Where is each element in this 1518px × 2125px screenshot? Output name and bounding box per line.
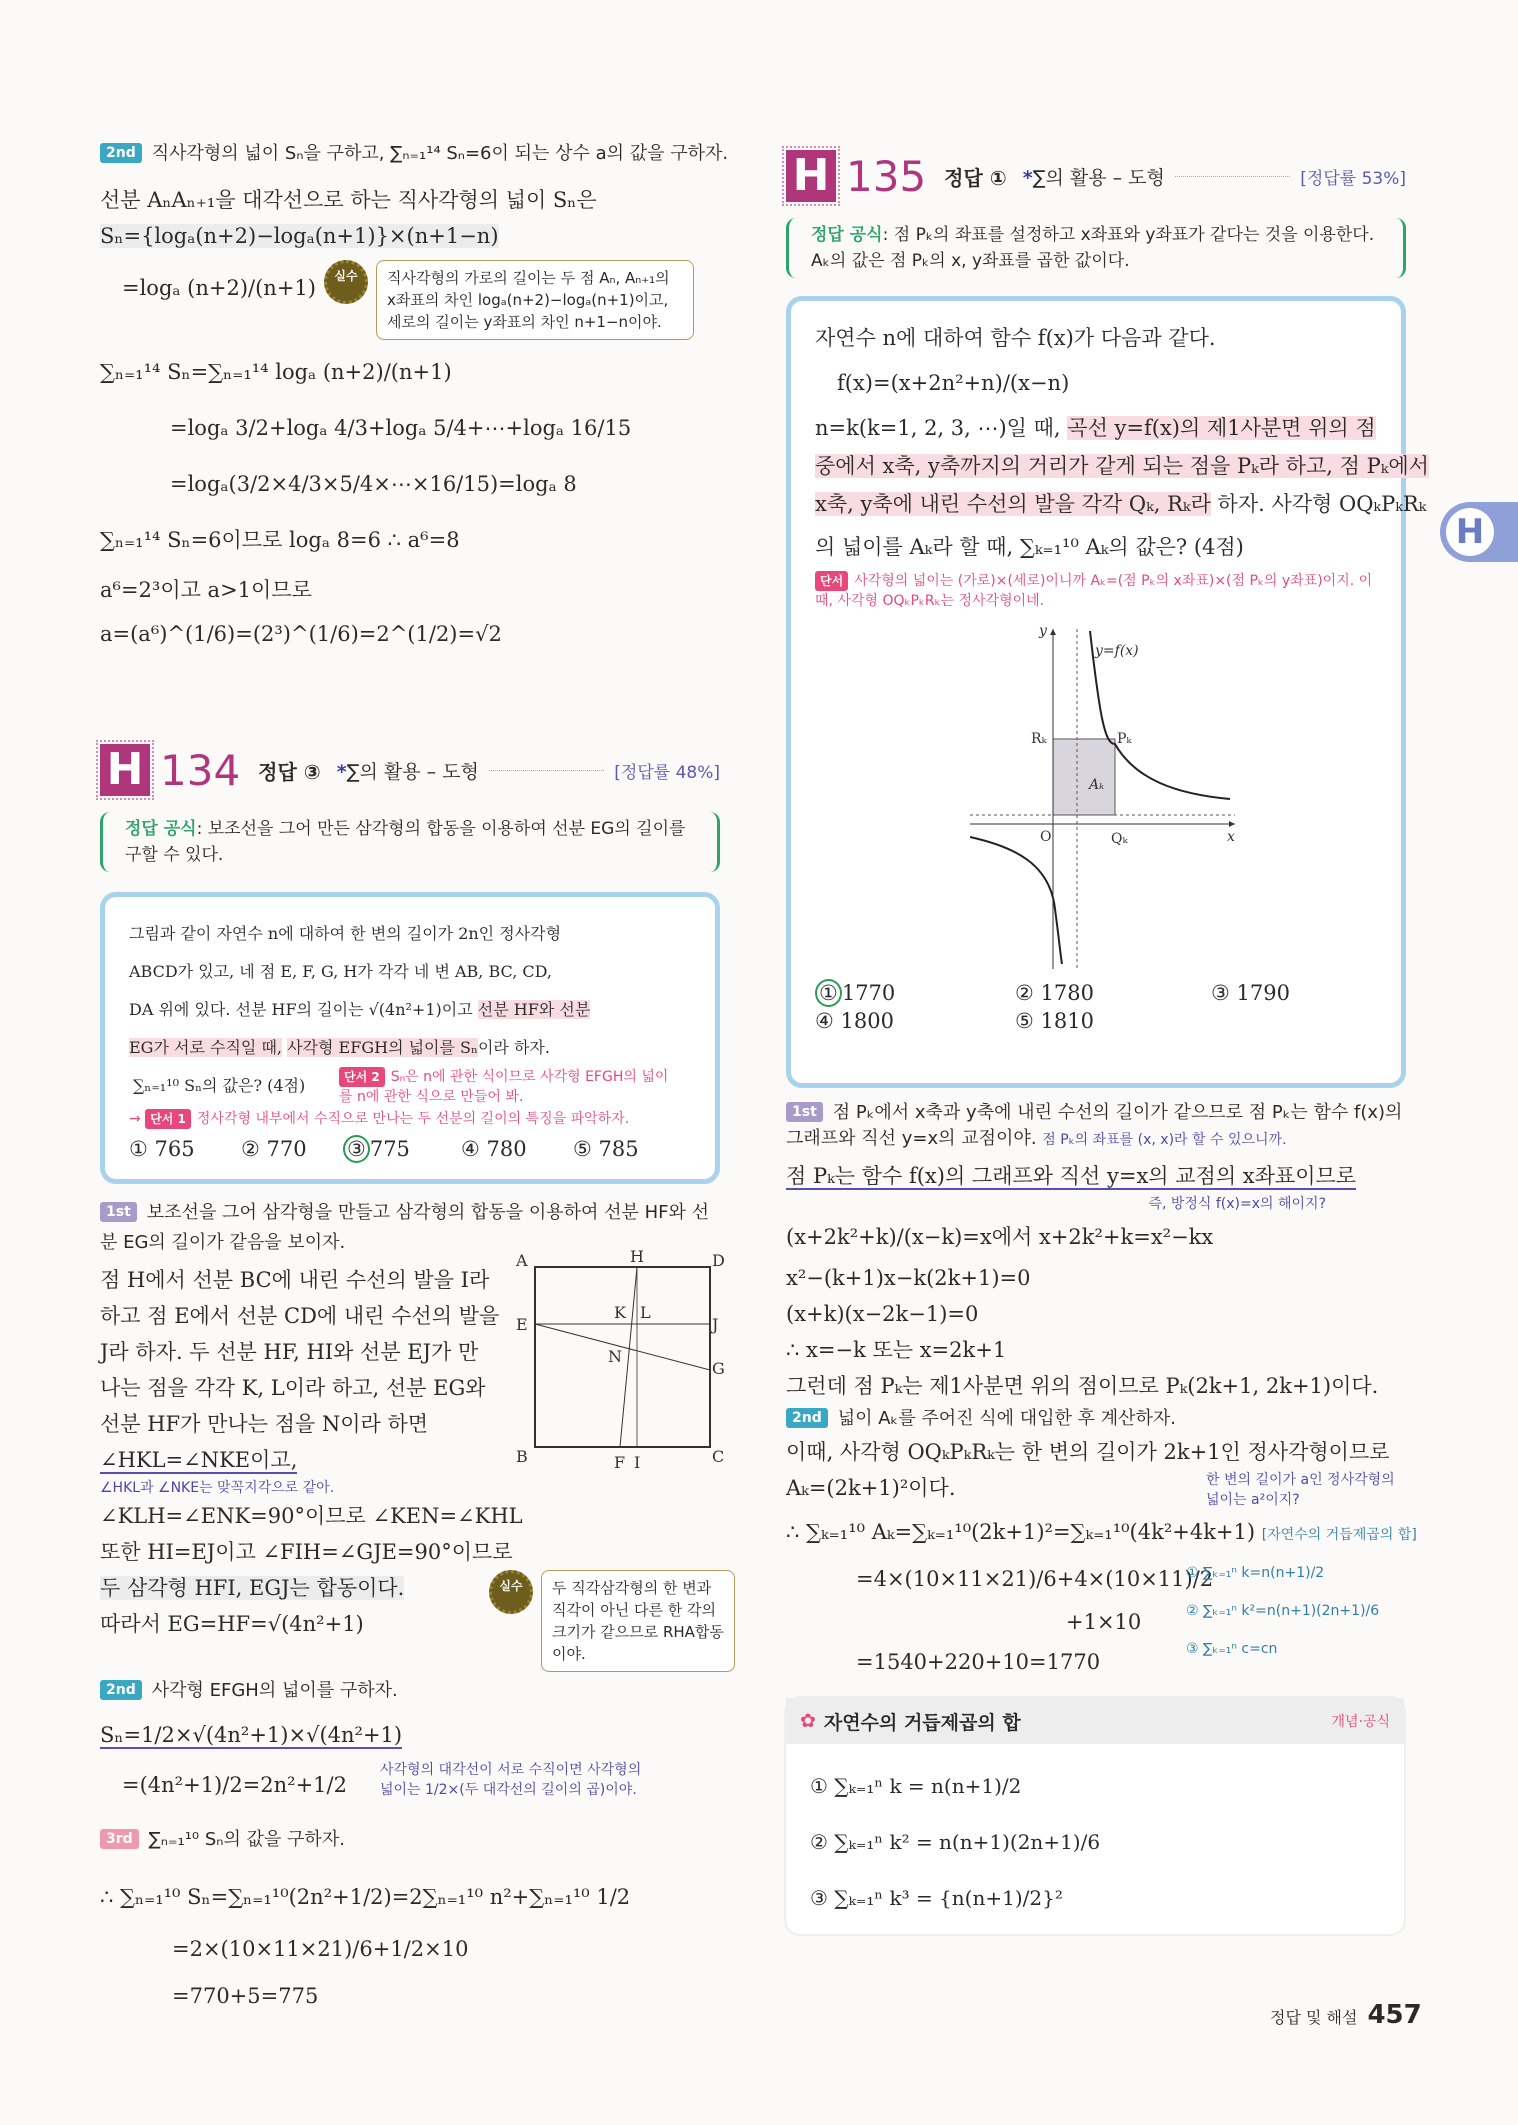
page-footer <box>1270 2000 1422 2030</box>
answer-formula <box>100 812 720 872</box>
solution-line: 이때, 사각형 OQₖPₖRₖ는 한 변의 길이가 2k+1인 정사각형이므로 <box>786 1440 1390 1464</box>
problem-header <box>786 148 1406 204</box>
solution-line: a=(a⁶)^(1/6)=(2³)^(1/6)=2^(1/2)=√2 <box>100 622 502 646</box>
formula-text: : 보조선을 그어 만든 삼각형의 합동을 이용하여 선분 EG의 길이를 구할 수 있다. <box>125 819 686 865</box>
hint-tag: 단서 <box>815 571 848 591</box>
label-ak: Aₖ <box>1089 777 1105 793</box>
star-icon: * <box>1022 166 1033 189</box>
solution-line: 따라서 EG=HF=√(4n²+1) <box>100 1612 364 1636</box>
problem-box: 그림과 같이 자연수 n에 대하여 한 변의 길이가 2n인 정사각형 ABCD가 있고, 네 점 E, F, G, H가 각각 네 변 AB, BC, CD, DA 위에 있다. 선분 HF의 길이는 √(4n²+1)이고 선분 HF와 선분 EG가 서로 수직일 때, 사각형 EFGH의 넓이를 Sₙ이라 하자. ∑ₙ₌₁¹⁰ Sₙ의 값은? (4점) 단서 2 Sₙ은 n에 관한 식이므로 사각형 EFGH의 넓이를 n에 관한 식으로 만들어 봐. → 단서 1 정사각형 내부에서 수직으로 만나는 두 선분의 길이의 특징을 파악하자. ① 765 ② 770 ③ 775 ④ 780 ⑤ 785 <box>100 892 720 1184</box>
choice-value: 1770 <box>841 981 896 1005</box>
solution-line: =1540+220+10=1770 <box>856 1650 1101 1674</box>
answer: 정답 ① <box>944 165 1007 190</box>
label-n: N <box>608 1347 622 1366</box>
choice-5[interactable]: ⑤ 785 <box>573 1137 639 1161</box>
side-title: [자연수의 거듭제곱의 합] <box>1261 1527 1417 1543</box>
solution-line: 점 H에서 선분 BC에 내린 수선의 발을 I라 <box>100 1268 490 1292</box>
side-formula: ① ∑ₖ₌₁ⁿ k=n(n+1)/2 <box>1186 1565 1325 1581</box>
section-side-tab[interactable] <box>1440 502 1518 562</box>
concept-formula: ③ ∑ₖ₌₁ⁿ k³ = {n(n+1)/2}² <box>810 1886 1063 1910</box>
question-line: DA 위에 있다. 선분 HF의 길이는 √(4n²+1)이고 <box>129 1000 478 1019</box>
choice-2[interactable]: ② 1780 <box>1015 981 1094 1005</box>
tip-box: 두 직각삼각형의 한 변과 직각이 아닌 다른 한 각의 크기가 같으므로 RHA합동이야. <box>541 1570 735 1672</box>
concept-formula: ① ∑ₖ₌₁ⁿ k = n(n+1)/2 <box>810 1774 1022 1798</box>
solution-line: ∠KLH=∠ENK=90°이므로 ∠KEN=∠KHL <box>100 1504 523 1528</box>
label-i: I <box>634 1453 641 1472</box>
solution-line: J라 하자. 두 선분 HF, HI와 선분 EJ가 만 <box>100 1340 479 1364</box>
step-badge: 3rd <box>100 1829 139 1849</box>
solution-line: ∴ ∑ₖ₌₁¹⁰ Aₖ=∑ₖ₌₁¹⁰(2k+1)²=∑ₖ₌₁¹⁰(4k²+4k+1) <box>786 1520 1256 1544</box>
leader-dots <box>1175 176 1290 177</box>
solution-line: =770+5=775 <box>172 1984 319 2008</box>
solution-line: =2×(10×11×21)/6+1/2×10 <box>172 1937 469 1961</box>
selected-answer-mark: ③ <box>343 1135 370 1163</box>
question-line: 자연수 n에 대하여 함수 f(x)가 다음과 같다. <box>815 326 1216 350</box>
question-line: ABCD가 있고, 네 점 E, F, G, H가 각각 네 변 AB, BC, CD, <box>129 962 552 981</box>
selected-answer-mark: ① <box>815 979 842 1007</box>
coordinate-note: 점 Pₖ의 좌표를 (x, x)라 할 수 있으니까. <box>1042 1132 1287 1148</box>
step-badge: 2nd <box>100 143 142 163</box>
highlight: 중에서 x축, y축까지의 거리가 같게 되는 점을 Pₖ라 하고, 점 Pₖ에서 <box>815 454 1429 478</box>
tip-box: 직사각형의 가로의 길이는 두 점 Aₙ, Aₙ₊₁의 x좌표의 차인 logₐ(n+2)−logₐ(n+1)이고, 세로의 길이는 y좌표의 차인 n+1−n이야. <box>376 260 694 340</box>
segment-hf <box>620 1267 637 1447</box>
highlight: x축, y축에 내린 수선의 발을 각각 Qₖ, Rₖ라 <box>815 492 1211 516</box>
side-formula: ③ ∑ₖ₌₁ⁿ c=cn <box>1186 1641 1278 1657</box>
solution-line: Sₙ={logₐ(n+2)−logₐ(n+1)}×(n+1−n) <box>100 224 499 248</box>
choice-3[interactable] <box>343 1137 461 1161</box>
question-line: 그림과 같이 자연수 n에 대하여 한 변의 길이가 2n인 정사각형 <box>129 924 562 943</box>
correct-rate: [정답률 53%] <box>1300 168 1406 189</box>
solution-line: =(4n²+1)/2=2n²+1/2 <box>122 1773 347 1797</box>
step-badge: 1st <box>786 1102 823 1122</box>
topic: ∑의 활용 – 도형 <box>1032 166 1165 189</box>
choice-1[interactable] <box>815 981 1015 1005</box>
problem-135 <box>786 148 1429 1684</box>
question-line: n=k(k=1, 2, 3, ⋯)일 때, <box>815 416 1068 440</box>
y-axis-label: y <box>1039 623 1047 639</box>
label-d: D <box>712 1251 725 1270</box>
solution-line: ∑ₙ₌₁¹⁴ Sₙ=6이므로 logₐ 8=6 ∴ a⁶=8 <box>100 528 460 552</box>
solution-line: Aₖ=(2k+1)²이다. <box>786 1476 956 1500</box>
label-rk: Rₖ <box>1031 731 1047 747</box>
concept-formula: ② ∑ₖ₌₁ⁿ k² = n(n+1)(2n+1)/6 <box>810 1830 1101 1854</box>
solution-line: 두 삼각형 HFI, EGJ는 합동이다. <box>100 1576 405 1600</box>
solution-line: a⁶=2³이고 a>1이므로 <box>100 578 312 602</box>
square-note: 한 변의 길이가 a인 정사각형의 넓이는 a²이지? <box>1206 1472 1395 1508</box>
solution-line: 나는 점을 각각 K, L이라 하고, 선분 EG와 <box>100 1376 486 1400</box>
segment-eg <box>535 1324 710 1370</box>
formula-label: 정답 공식 <box>811 225 883 245</box>
label-c: C <box>712 1447 725 1466</box>
function-definition: f(x)=(x+2n²+n)/(x−n) <box>837 371 1070 395</box>
step-text: 사각형 EFGH의 넓이를 구하자. <box>151 1680 398 1701</box>
solution-line: 선분 AₙAₙ₊₁을 대각선으로 하는 직사각형의 넓이 Sₙ은 <box>100 188 597 212</box>
solution-line: =logₐ (n+2)/(n+1) <box>122 276 316 300</box>
choice-4[interactable]: ④ 1800 <box>815 1009 894 1033</box>
step-text: ∑ₙ₌₁¹⁰ Sₙ의 값을 구하자. <box>148 1829 345 1850</box>
step-text: 보조선을 그어 삼각형을 만들고 삼각형의 합동을 이용하여 선분 HF와 선분 EG의 길이가 같음을 보이자. <box>100 1202 710 1253</box>
solution-line: ∴ ∑ₙ₌₁¹⁰ Sₙ=∑ₙ₌₁¹⁰(2n²+1/2)=2∑ₙ₌₁¹⁰ n²+∑ₙ₌₁¹⁰ 1/2 <box>100 1885 631 1909</box>
problem-number: 135 <box>846 151 927 201</box>
highlight: 선분 HF와 선분 <box>477 1000 591 1019</box>
solution-line: +1×10 <box>1066 1610 1142 1634</box>
label-e: E <box>516 1315 528 1334</box>
solution-line: (x+k)(x−2k−1)=0 <box>786 1302 979 1326</box>
solution-line: 선분 HF가 만나는 점을 N이라 하면 <box>100 1412 429 1436</box>
highlight: 곡선 y=f(x)의 제1사분면 위의 점 <box>1067 416 1376 440</box>
hint-text: 정사각형 내부에서 수직으로 만나는 두 선분의 길이의 특징을 파악하자. <box>196 1111 630 1127</box>
page-number: 457 <box>1367 2000 1422 2030</box>
concept-title: 자연수의 거듭제곱의 합 <box>823 1711 1021 1734</box>
concept-box <box>786 1698 1404 1934</box>
concept-tag: 개념·공식 <box>1331 1714 1390 1730</box>
label-l: L <box>640 1303 651 1322</box>
solution-line: 하고 점 E에서 선분 CD에 내린 수선의 발을 <box>100 1304 500 1328</box>
label-j: J <box>712 1315 719 1334</box>
step-badge: 2nd <box>786 1408 828 1428</box>
correct-rate: [정답률 48%] <box>614 762 720 783</box>
solution-line: ∑ₙ₌₁¹⁴ Sₙ=∑ₙ₌₁¹⁴ logₐ (n+2)/(n+1) <box>100 360 452 384</box>
highlight: 사각형 EFGH의 넓이를 Sₙ <box>287 1038 478 1057</box>
label-origin: O <box>1040 829 1052 845</box>
choice-5[interactable]: ⑤ 1810 <box>1015 1009 1094 1033</box>
problem-header <box>100 742 720 798</box>
section-letter: H <box>100 744 150 796</box>
star-icon: * <box>336 760 347 783</box>
curve-label: y=f(x) <box>1095 643 1139 659</box>
square-figure <box>510 1247 725 1472</box>
choice-value: 775 <box>369 1137 410 1161</box>
problem-number: 134 <box>160 745 241 795</box>
solution-line: =logₐ(3/2×4/3×5/4×⋯×16/15)=logₐ 8 <box>170 472 577 496</box>
solution-line: x²−(k+1)x−k(2k+1)=0 <box>786 1266 1031 1290</box>
hint-text: 사각형의 넓이는 (가로)×(세로)이니까 Aₖ=(점 Pₖ의 x좌표)×(점 Pₖ의 y좌표)이지. 이때, 사각형 OQₖPₖRₖ는 정사각형이네. <box>815 573 1373 609</box>
label-qk: Qₖ <box>1111 831 1128 847</box>
label-h: H <box>630 1247 644 1266</box>
step-text: 넓이 Aₖ를 주어진 식에 대입한 후 계산하자. <box>837 1408 1176 1429</box>
question-line: 하자. 사각형 OQₖPₖRₖ <box>1210 492 1427 516</box>
question-line: 의 넓이를 Aₖ라 할 때, ∑ₖ₌₁¹⁰ Aₖ의 값은? (4점) <box>815 535 1244 559</box>
label-b: B <box>516 1447 528 1466</box>
formula-label: 정답 공식 <box>125 819 197 839</box>
label-pk: Pₖ <box>1117 731 1132 747</box>
answer: 정답 ③ <box>258 759 321 784</box>
label-g: G <box>712 1359 725 1378</box>
leader-dots <box>489 770 604 771</box>
choice-2[interactable]: ② 770 <box>241 1137 307 1161</box>
equation-note: 즉, 방정식 f(x)=x의 해이지? <box>1148 1196 1326 1212</box>
choice-1[interactable]: ① 765 <box>129 1137 195 1161</box>
step-badge: 1st <box>100 1202 137 1222</box>
solution-line: Sₙ=1/2×√(4n²+1)×√(4n²+1) <box>100 1723 403 1747</box>
label-f: F <box>614 1453 626 1472</box>
square-ak <box>1053 739 1115 815</box>
left-top-solution <box>100 136 729 656</box>
solution-line: =4×(10×11×21)/6+4×(10×11)/2 <box>856 1567 1214 1591</box>
angle-note: ∠HKL과 ∠NKE는 맞꼭지각으로 같아. <box>100 1480 335 1496</box>
question-line: ∑ₙ₌₁¹⁰ Sₙ의 값은? (4점) <box>133 1076 306 1095</box>
topic: ∑의 활용 – 도형 <box>346 760 479 783</box>
answer-formula <box>786 218 1406 278</box>
problem-box <box>786 296 1429 1088</box>
choice-3[interactable]: ③ 1790 <box>1211 981 1290 1005</box>
x-axis-label: x <box>1227 829 1235 845</box>
step-text: 직사각형의 넓이 Sₙ을 구하고, ∑ₙ₌₁¹⁴ Sₙ=6이 되는 상수 a의 값을 구하자. <box>151 143 729 164</box>
side-formula: ② ∑ₖ₌₁ⁿ k²=n(n+1)(2n+1)/6 <box>1186 1603 1380 1619</box>
label-a: A <box>516 1251 528 1270</box>
side-tab-letter: H <box>1446 508 1494 556</box>
mistake-seal-icon: 실수 <box>324 260 368 304</box>
solution-line: ∴ x=−k 또는 x=2k+1 <box>786 1338 1007 1362</box>
hint-tag: 단서 2 <box>339 1067 385 1087</box>
solution-line: 점 Pₖ는 함수 f(x)의 그래프와 직선 y=x의 교점의 x좌표이므로 <box>786 1164 1357 1188</box>
hint-tag: 단서 1 <box>145 1109 191 1129</box>
problem-134 <box>100 742 725 2018</box>
diagonal-note: 사각형의 대각선이 서로 수직이면 사각형의 넓이는 1/2×(두 대각선의 길이의 곱)이야. <box>380 1762 642 1798</box>
question-line: 이라 하자. <box>477 1038 550 1057</box>
mistake-seal-icon: 실수 <box>489 1570 533 1614</box>
step-badge: 2nd <box>100 1680 142 1700</box>
step-text: 점 Pₖ에서 x축과 y축에 내린 수선의 길이가 같으므로 점 Pₖ는 함수 f(x)의 그래프와 직선 y=x의 교점이야. <box>786 1102 1403 1149</box>
solution-line: 그런데 점 Pₖ는 제1사분면 위의 점이므로 Pₖ(2k+1, 2k+1)이다. <box>786 1374 1379 1398</box>
solution-line: (x+2k²+k)/(x−k)=x에서 x+2k²+k=x²−kx <box>786 1225 1214 1249</box>
solution-line: =logₐ 3/2+logₐ 4/3+logₐ 5/4+⋯+logₐ 16/15 <box>170 416 632 440</box>
curve-left-branch <box>970 837 1062 964</box>
highlight: EG가 서로 수직일 때, <box>129 1038 282 1057</box>
function-graph <box>815 619 1375 979</box>
label-k: K <box>614 1303 626 1322</box>
hint-text: Sₙ은 n에 관한 식이므로 사각형 EFGH의 넓이를 n에 관한 식으로 만들어 봐. <box>339 1069 669 1105</box>
formula-text: : 점 Pₖ의 좌표를 설정하고 x좌표와 y좌표가 같다는 것을 이용한다. Aₖ의 값은 점 Pₖ의 x, y좌표를 곱한 값이다. <box>811 225 1375 271</box>
flower-icon: ✿ <box>800 1710 816 1732</box>
section-letter: H <box>786 150 836 202</box>
footer-label: 정답 및 해설 <box>1270 2008 1358 2027</box>
solution-line: 또한 HI=EJ이고 ∠FIH=∠GJE=90°이므로 <box>100 1540 513 1564</box>
choice-4[interactable]: ④ 780 <box>461 1137 527 1161</box>
solution-line: ∠HKL=∠NKE이고, <box>100 1448 298 1472</box>
